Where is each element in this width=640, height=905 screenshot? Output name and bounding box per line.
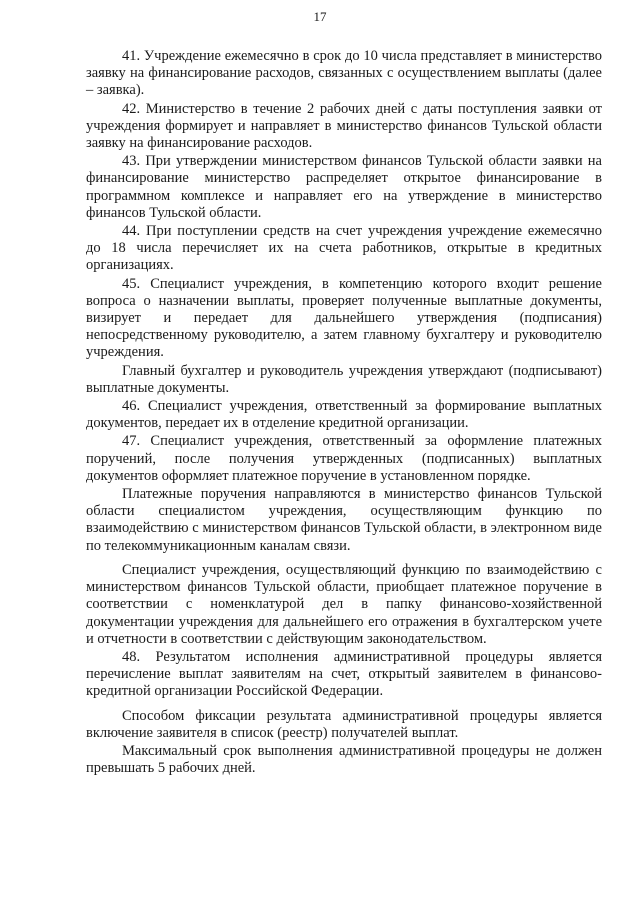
page-number: 17 bbox=[313, 9, 327, 24]
paragraph-41: 41. Учреждение ежемесячно в срок до 10 числа представляет в министерство заявку на финансирование расходов, связанных с осуществлением выплаты (далее – заявка). bbox=[86, 48, 602, 99]
paragraph-48-deadline: Максимальный срок выполнения административной процедуры не должен превышать 5 рабочих дней. bbox=[86, 742, 602, 777]
document-body bbox=[86, 48, 602, 777]
paragraph-48: 48. Результатом исполнения административной процедуры является перечисление выплат заявителям на счет, открытый заявителем в финансово-кредитной организации Российской Федерации. bbox=[86, 648, 602, 700]
paragraph-44: 44. При поступлении средств на счет учреждения учреждение ежемесячно до 18 числа перечисляет их на счета работников, открытые в кредитных организациях. bbox=[86, 223, 602, 274]
paragraph-47-specialist: Специалист учреждения, осуществляющий функцию по взаимодействию с министерством финансов Тульской области, приобщает платежное поручение в соответствии с номенклатурой дел в папку финансово-хозяйственной документации учреждения для дальнейшего его отражения в бухгалтерском учете и отчетности в соответствии с действующим законодательством. bbox=[86, 561, 602, 647]
paragraph-47: 47. Специалист учреждения, ответственный за оформление платежных поручений, после получения утвержденных (подписанных) выплатных документов оформляет платежное поручение в установленном порядке. bbox=[86, 433, 602, 484]
paragraph-47-payment-orders: Платежные поручения направляются в министерство финансов Тульской области специалистом учреждения, осуществляющим функцию по взаимодействию с министерством финансов Тульской области, в электронном виде по телекоммуникационным каналам связи. bbox=[86, 486, 602, 554]
paragraph-42: 42. Министерство в течение 2 рабочих дней с даты поступления заявки от учреждения формирует и направляет в министерство финансов Тульской области заявку на финансирование расходов. bbox=[86, 100, 602, 152]
paragraph-46: 46. Специалист учреждения, ответственный за формирование выплатных документов, передает их в отделение кредитной организации. bbox=[86, 398, 602, 432]
paragraph-45-continuation: Главный бухгалтер и руководитель учреждения утверждают (подписывают) выплатные документы. bbox=[86, 362, 602, 396]
paragraph-43: 43. При утверждении министерством финансов Тульской области заявки на финансирование министерство распределяет открытое финансирование в программном комплексе и направляет его на утверждение в министерство финансов Тульской области. bbox=[86, 153, 602, 221]
paragraph-45: 45. Специалист учреждения, в компетенцию которого входит решение вопроса о назначении выплаты, проверяет полученные выплатные документы, визирует и передает для дальнейшего утверждения (подписания) непосредственному руководителю, а затем главному бухгалтеру и руководителю учреждения. bbox=[86, 275, 602, 361]
paragraph-48-fixation: Способом фиксации результата административной процедуры является включение заявителя в список (реестр) получателей выплат. bbox=[86, 707, 602, 741]
